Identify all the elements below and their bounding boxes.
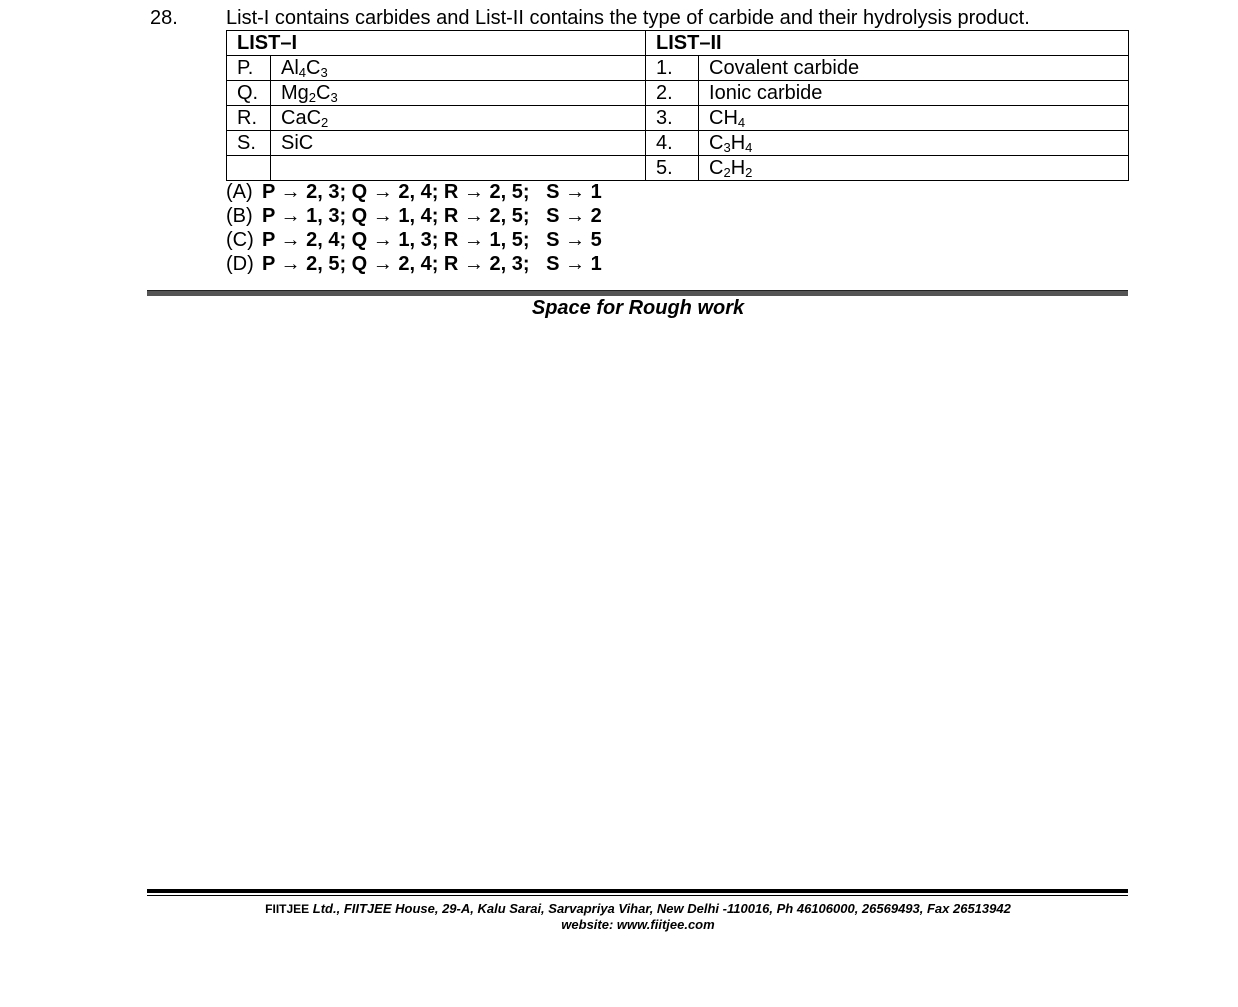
formula-part: C bbox=[709, 132, 724, 154]
list-2-item bbox=[699, 106, 1129, 131]
list-1-item bbox=[271, 81, 646, 106]
option-c[interactable] bbox=[226, 228, 602, 252]
formula-part: C bbox=[306, 57, 321, 79]
list-2-item bbox=[699, 156, 1129, 181]
option-b[interactable] bbox=[226, 204, 602, 228]
formula-subscript: 4 bbox=[298, 65, 307, 80]
formula-subscript: 2 bbox=[723, 165, 731, 180]
table-row bbox=[227, 156, 1129, 181]
option-text: P → 1, 3; Q → 1, 4; R → 2, 5; S → 2 bbox=[262, 205, 602, 227]
list-2-label: 5. bbox=[646, 156, 699, 181]
list-1-label: S. bbox=[227, 131, 271, 156]
footer-divider-thin bbox=[147, 895, 1128, 896]
answer-options bbox=[226, 180, 602, 276]
formula-subscript: 2 bbox=[308, 90, 317, 105]
table-row bbox=[227, 56, 1129, 81]
formula-subscript: 3 bbox=[330, 90, 338, 105]
section-divider bbox=[147, 290, 1128, 296]
formula-part: CaC bbox=[281, 107, 322, 129]
option-a[interactable] bbox=[226, 180, 602, 204]
list-2-label: 2. bbox=[646, 81, 699, 106]
option-label: (C) bbox=[226, 229, 254, 251]
table-header-row bbox=[227, 31, 1129, 56]
list-1-item bbox=[271, 106, 646, 131]
option-label: (A) bbox=[226, 181, 253, 203]
option-label: (D) bbox=[226, 253, 254, 275]
formula-subscript: 2 bbox=[321, 115, 329, 130]
footer-brand: FIITJEE bbox=[265, 902, 310, 916]
formula-part: Covalent carbide bbox=[709, 57, 860, 79]
list-1-item bbox=[271, 56, 646, 81]
list-2-label: 1. bbox=[646, 56, 699, 81]
list-1-label: Q. bbox=[227, 81, 271, 106]
formula-subscript: 3 bbox=[723, 140, 731, 155]
formula-part: H bbox=[730, 132, 746, 154]
rough-work-heading: Space for Rough work bbox=[531, 297, 745, 319]
table-row bbox=[227, 106, 1129, 131]
footer-divider-thick bbox=[147, 889, 1128, 893]
option-text: P → 2, 5; Q → 2, 4; R → 2, 3; S → 1 bbox=[262, 253, 602, 275]
page-footer bbox=[0, 901, 1238, 933]
list-2-item bbox=[699, 56, 1129, 81]
list-1-item bbox=[271, 156, 646, 181]
formula-part: Mg bbox=[281, 82, 309, 104]
list-2-label: 4. bbox=[646, 131, 699, 156]
option-text: P → 2, 4; Q → 1, 3; R → 1, 5; S → 5 bbox=[262, 229, 602, 251]
list-1-header: LIST–I bbox=[227, 31, 646, 56]
formula-part: Ionic carbide bbox=[709, 82, 823, 104]
match-table bbox=[226, 30, 1129, 181]
formula-part: Al bbox=[281, 57, 299, 79]
list-2-header: LIST–II bbox=[646, 31, 1129, 56]
footer-address: Ltd., FIITJEE House, 29-A, Kalu Sarai, Sarvapriya Vihar, New Delhi -110016, Ph 46106000, 26569493, Fax 26513942 bbox=[309, 901, 1011, 916]
formula-part: C bbox=[709, 157, 724, 179]
formula-subscript: 3 bbox=[320, 65, 328, 80]
list-2-label: 3. bbox=[646, 106, 699, 131]
list-1-label: P. bbox=[227, 56, 271, 81]
list-1-label: R. bbox=[227, 106, 271, 131]
list-2-item bbox=[699, 131, 1129, 156]
question-text: List-I contains carbides and List-II contains the type of carbide and their hydrolysis product. bbox=[226, 7, 1030, 29]
option-label: (B) bbox=[226, 205, 253, 227]
option-d[interactable] bbox=[226, 252, 602, 276]
footer-address-line bbox=[0, 901, 1238, 917]
table-row bbox=[227, 81, 1129, 106]
formula-subscript: 2 bbox=[745, 165, 753, 180]
formula-subscript: 4 bbox=[745, 140, 753, 155]
footer-website: website: www.fiitjee.com bbox=[561, 917, 715, 932]
formula-part: C bbox=[316, 82, 331, 104]
list-1-item bbox=[271, 131, 646, 156]
option-text: P → 2, 3; Q → 2, 4; R → 2, 5; S → 1 bbox=[262, 181, 602, 203]
formula-part: SiC bbox=[281, 132, 314, 154]
list-2-item bbox=[699, 81, 1129, 106]
list-1-label bbox=[227, 156, 271, 181]
formula-subscript: 4 bbox=[737, 115, 746, 130]
table-row bbox=[227, 131, 1129, 156]
question-number: 28. bbox=[150, 7, 178, 29]
formula-part: CH bbox=[709, 107, 738, 129]
formula-part: H bbox=[730, 157, 746, 179]
